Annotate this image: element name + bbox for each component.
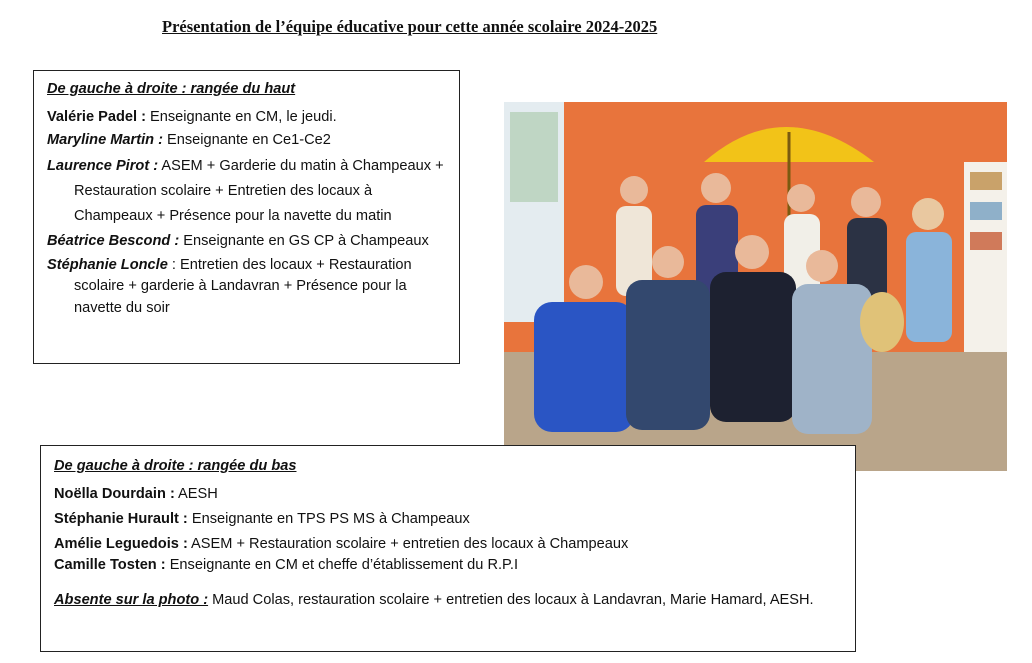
entry-role: Enseignante en CM et cheffe d’établissement du R.P.I bbox=[165, 556, 518, 573]
entry-name: Noëlla Dourdain : bbox=[54, 485, 175, 502]
bottom-entry-4 bbox=[54, 556, 842, 575]
bottom-row-box bbox=[40, 445, 856, 652]
entry-role: ASEM + Garderie du matin à Champeaux + Restauration scolaire + Entretien des locaux à Champeaux + Présence pour la navette du matin bbox=[74, 157, 444, 224]
bottom-entry-3 bbox=[54, 535, 842, 554]
entry-role: Enseignante en GS CP à Champeaux bbox=[179, 233, 429, 250]
entry-name: Laurence Pirot : bbox=[47, 157, 159, 174]
entry-name: Stéphanie Loncle bbox=[47, 257, 168, 274]
bottom-entry-2 bbox=[54, 510, 842, 529]
top-row-box bbox=[33, 70, 460, 364]
entry-role: AESH bbox=[174, 485, 218, 502]
bookshelf bbox=[964, 162, 1007, 362]
top-entry-4 bbox=[47, 232, 446, 251]
entry-name: Béatrice Bescond : bbox=[47, 233, 180, 250]
top-entry-2 bbox=[47, 131, 446, 150]
absent-label: Absente sur la photo : bbox=[54, 591, 209, 608]
entry-name: Valérie Padel : bbox=[47, 108, 146, 125]
top-entry-5 bbox=[47, 255, 446, 318]
top-entry-3 bbox=[47, 154, 446, 228]
entry-role: ASEM + Restauration scolaire + entretien des locaux à Champeaux bbox=[187, 535, 629, 552]
entry-name: Stéphanie Hurault : bbox=[54, 510, 188, 527]
entry-role: Enseignante en CM, le jeudi. bbox=[145, 108, 337, 125]
entry-name: Camille Tosten : bbox=[54, 556, 166, 573]
top-entry-1 bbox=[47, 108, 446, 127]
window-pane bbox=[510, 112, 558, 202]
team-photo bbox=[504, 102, 1007, 471]
absent-note bbox=[54, 591, 842, 610]
top-row-heading: De gauche à droite : rangée du haut bbox=[47, 81, 296, 97]
entry-role: Enseignante en TPS PS MS à Champeaux bbox=[187, 510, 470, 527]
entry-name: Maryline Martin : bbox=[47, 131, 163, 148]
bottom-entry-1 bbox=[54, 485, 842, 504]
absent-text: Maud Colas, restauration scolaire + entretien des locaux à Landavran, Marie Hamard, AESH. bbox=[208, 591, 814, 608]
entry-role: : Entretien des locaux + Restauration scolaire + garderie à Landavran + Présence pour la navette du soir bbox=[74, 257, 412, 316]
page-title: Présentation de l’équipe éducative pour cette année scolaire 2024-2025 bbox=[162, 17, 658, 36]
entry-name: Amélie Leguedois : bbox=[54, 535, 188, 552]
bottom-row-heading: De gauche à droite : rangée du bas bbox=[54, 458, 297, 474]
team-photo-illustration bbox=[504, 102, 1007, 471]
entry-role: Enseignante en Ce1-Ce2 bbox=[162, 131, 331, 148]
